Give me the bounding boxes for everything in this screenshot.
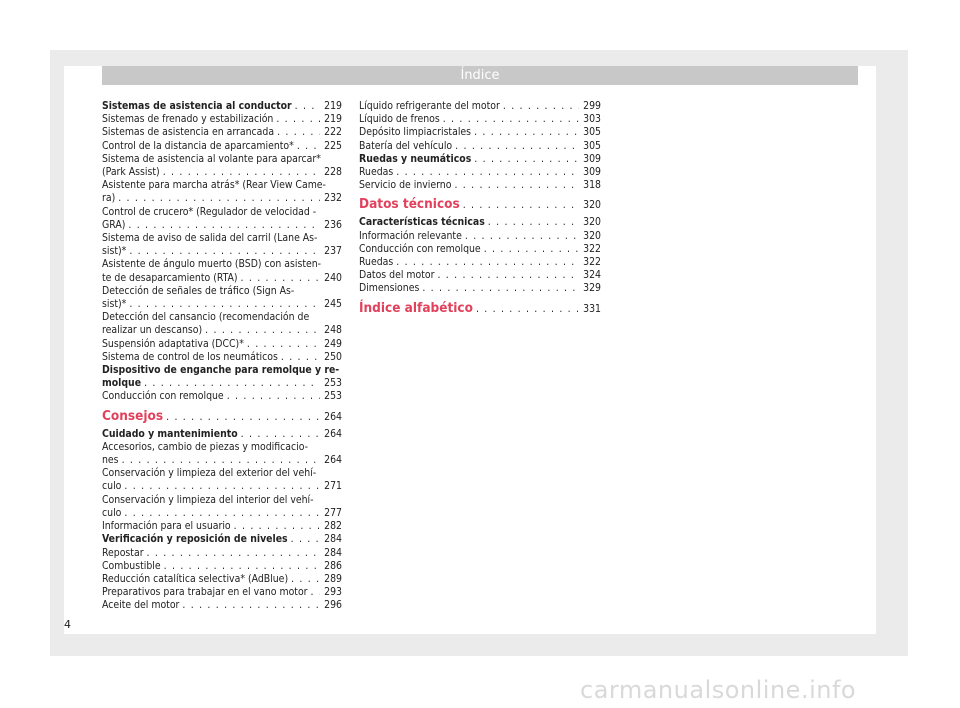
toc-page-number: 309 <box>583 152 601 165</box>
toc-entry[interactable] <box>102 232 342 258</box>
toc-entry-title: culo <box>102 480 122 493</box>
toc-entry[interactable] <box>102 140 342 153</box>
toc-page-number: 318 <box>583 179 601 192</box>
toc-entry-title: Dispositivo de enganche para remolque y re- <box>102 364 340 377</box>
toc-entry-title: Datos del motor <box>359 269 435 282</box>
toc-entry[interactable] <box>359 179 601 192</box>
dot-leader <box>125 219 320 232</box>
dot-leader <box>126 298 320 311</box>
toc-entry[interactable] <box>359 269 601 282</box>
toc-entry[interactable] <box>359 216 601 229</box>
toc-entry-title: Sistema de control de los neumáticos <box>102 350 278 363</box>
toc-page-number: 331 <box>583 302 601 315</box>
toc-entry-title: Conservación y limpieza del exterior del vehí- <box>102 467 317 480</box>
toc-entry-title: Accesorios, cambio de piezas y modificacio- <box>102 440 309 453</box>
toc-page-number: 219 <box>324 113 342 126</box>
toc-entry-title: Ruedas y neumáticos <box>359 152 472 165</box>
toc-page-number: 253 <box>324 377 342 390</box>
dot-leader <box>160 166 320 179</box>
toc-entry[interactable] <box>102 179 342 205</box>
toc-entry-title: Suspensión adaptativa (DCC)* <box>102 337 244 350</box>
toc-page-number: 277 <box>324 506 342 519</box>
toc-entry-title: Dimensiones <box>359 282 420 295</box>
toc-entry[interactable] <box>359 140 601 153</box>
toc-page-number: 289 <box>324 572 342 585</box>
toc-entry[interactable] <box>102 285 342 311</box>
dot-leader <box>244 338 320 351</box>
dot-leader <box>419 282 579 295</box>
toc-page-number: 293 <box>324 586 342 599</box>
toc-right-column <box>359 100 601 320</box>
toc-entry-title: Preparativos para trabajar en el vano motor <box>102 586 308 599</box>
toc-page-number: 320 <box>583 229 601 242</box>
toc-entry[interactable] <box>359 113 601 126</box>
toc-page-number: 264 <box>324 454 342 467</box>
toc-page-number: 286 <box>324 559 342 572</box>
dot-leader <box>288 573 320 586</box>
dot-leader <box>126 245 320 258</box>
dot-leader <box>141 377 320 390</box>
toc-entry-title: Repostar <box>102 546 144 559</box>
toc-entry[interactable] <box>359 230 601 243</box>
toc-entry-title: Datos técnicos <box>359 196 460 213</box>
toc-entry-title: Sistema de asistencia al volante para aparcar* <box>102 152 321 165</box>
toc-page-number: 264 <box>324 427 342 440</box>
toc-entry[interactable] <box>102 206 342 232</box>
toc-entry-title: Control de la distancia de aparcamiento* <box>102 139 294 152</box>
toc-entry-title: Características técnicas <box>359 216 485 229</box>
dot-leader <box>161 560 320 573</box>
toc-page-number: 320 <box>583 216 601 229</box>
dot-leader <box>238 428 320 441</box>
toc-entry[interactable] <box>359 100 601 113</box>
toc-page-number: 249 <box>324 337 342 350</box>
watermark: carmanualsonline.info <box>580 676 857 704</box>
dot-leader <box>471 126 579 139</box>
toc-page-number: 219 <box>324 100 342 112</box>
toc-chapter[interactable] <box>359 196 601 214</box>
dot-leader <box>308 586 320 599</box>
toc-page-number: 240 <box>324 271 342 284</box>
toc-entry-title: GRA) <box>102 218 126 231</box>
page-title: Índice <box>460 68 500 83</box>
toc-page-number: 225 <box>324 139 342 152</box>
toc-entry[interactable] <box>102 390 342 403</box>
toc-entry[interactable] <box>359 282 601 295</box>
dot-leader <box>471 153 579 166</box>
toc-page-number: 324 <box>583 269 601 282</box>
dot-leader <box>274 126 320 139</box>
toc-entry-title: Índice alfabético <box>359 299 473 316</box>
toc-page-number: 228 <box>324 166 342 179</box>
toc-page-number: 305 <box>583 126 601 139</box>
toc-entry-title: Reducción catalítica selectiva* (AdBlue) <box>102 572 289 585</box>
toc-entry-title: Detección de señales de tráfico (Sign As- <box>102 284 295 297</box>
dot-leader <box>460 197 579 214</box>
dot-leader <box>292 100 320 113</box>
dot-leader <box>294 140 320 153</box>
toc-page-number: 282 <box>324 520 342 533</box>
toc-page-number: 264 <box>324 410 342 423</box>
toc-page-number: 309 <box>583 166 601 179</box>
toc-page-number: 237 <box>324 245 342 258</box>
toc-page-number: 320 <box>583 199 601 212</box>
toc-entry-title: Sistemas de asistencia en arrancada <box>102 126 275 139</box>
dot-leader <box>179 599 320 612</box>
dot-leader <box>462 230 579 243</box>
toc-entry-title: Verificación y reposición de niveles <box>102 533 288 546</box>
toc-entry-title: Ruedas <box>359 166 394 179</box>
toc-entry-title: Sistemas de asistencia al conductor <box>102 100 292 112</box>
dot-leader <box>119 454 320 467</box>
dot-leader <box>231 520 320 533</box>
toc-entry-title: Servicio de invierno <box>359 179 452 192</box>
dot-leader <box>473 301 579 318</box>
toc-entry[interactable] <box>102 153 342 179</box>
dot-leader <box>273 113 320 126</box>
toc-page-number: 232 <box>324 192 342 205</box>
toc-entry[interactable] <box>102 126 342 139</box>
toc-entry-title: te de desaparcamiento (RTA) <box>102 271 238 284</box>
toc-entry-title: Detección del cansancio (recomendación de <box>102 311 310 324</box>
toc-entry[interactable] <box>102 494 342 520</box>
toc-entry-title: Asistente para marcha atrás* (Rear View Came- <box>102 179 326 192</box>
toc-entry[interactable] <box>102 311 342 337</box>
dot-leader <box>144 547 320 560</box>
toc-page-number: 284 <box>324 533 342 546</box>
dot-leader <box>115 192 320 205</box>
toc-entry-title: Sistema de aviso de salida del carril (Lane As- <box>102 232 318 245</box>
dot-leader <box>500 100 579 113</box>
toc-page-number: 253 <box>324 390 342 403</box>
toc-entry[interactable] <box>102 428 342 441</box>
dot-leader <box>224 390 320 403</box>
toc-entry[interactable] <box>359 126 601 139</box>
toc-left-column <box>102 100 342 613</box>
toc-entry-title: nes <box>102 454 119 467</box>
toc-entry[interactable] <box>102 560 342 573</box>
toc-entry-title: Ruedas <box>359 256 394 269</box>
toc-entry-title: Depósito limpiacristales <box>359 126 472 139</box>
dot-leader <box>288 533 320 546</box>
toc-entry[interactable] <box>102 100 342 113</box>
toc-entry[interactable] <box>359 256 601 269</box>
toc-entry-title: Líquido de frenos <box>359 113 440 126</box>
toc-entry[interactable] <box>359 166 601 179</box>
toc-page-number: 296 <box>324 599 342 612</box>
dot-leader <box>481 243 579 256</box>
toc-page-number: 322 <box>583 256 601 269</box>
toc-chapter[interactable] <box>359 300 601 318</box>
toc-entry-title: ra) <box>102 192 116 205</box>
dot-leader <box>163 409 320 426</box>
toc-entry-title: realizar un descanso) <box>102 324 203 337</box>
dot-leader <box>393 256 579 269</box>
toc-entry[interactable] <box>102 586 342 599</box>
toc-page-number: 245 <box>324 298 342 311</box>
toc-page-number: 222 <box>324 126 342 139</box>
toc-entry[interactable] <box>102 467 342 493</box>
toc-page-number: 284 <box>324 546 342 559</box>
toc-entry-title: Líquido refrigerante del motor <box>359 100 500 112</box>
toc-entry[interactable] <box>102 533 342 546</box>
toc-entry-title: Información para el usuario <box>102 520 231 533</box>
toc-entry[interactable] <box>102 599 342 612</box>
toc-entry[interactable] <box>102 364 342 390</box>
toc-entry-title: Combustible <box>102 559 161 572</box>
toc-entry[interactable] <box>359 243 601 256</box>
dot-leader <box>202 324 320 337</box>
toc-page-number: 329 <box>583 282 601 295</box>
toc-entry[interactable] <box>359 153 601 166</box>
toc-chapter[interactable] <box>102 408 342 426</box>
dot-leader <box>440 113 579 126</box>
toc-entry[interactable] <box>102 258 342 284</box>
page-number: 4 <box>64 618 71 631</box>
dot-leader <box>452 140 579 153</box>
toc-entry-title: Batería del vehículo <box>359 139 453 152</box>
toc-entry-title: Control de crucero* (Regulador de velocidad - <box>102 205 317 218</box>
toc-entry[interactable] <box>102 338 342 351</box>
dot-leader <box>121 507 320 520</box>
dot-leader <box>278 351 320 364</box>
toc-entry-title: culo <box>102 506 122 519</box>
toc-entry-title: (Park Assist) <box>102 166 160 179</box>
toc-entry-title: sist)* <box>102 298 127 311</box>
dot-leader <box>121 480 320 493</box>
toc-page-number: 236 <box>324 218 342 231</box>
dot-leader <box>434 269 579 282</box>
toc-entry-title: Información relevante <box>359 229 462 242</box>
toc-entry-title: Aceite del motor <box>102 599 180 612</box>
dot-leader <box>485 216 579 229</box>
dot-leader <box>451 179 579 192</box>
toc-entry-title: Conducción con remolque <box>102 390 224 403</box>
toc-entry-title: sist)* <box>102 245 127 258</box>
toc-page-number: 322 <box>583 242 601 255</box>
toc-entry[interactable] <box>102 441 342 467</box>
toc-entry[interactable] <box>102 573 342 586</box>
toc-entry[interactable] <box>102 547 342 560</box>
dot-leader <box>393 166 579 179</box>
dot-leader <box>238 272 320 285</box>
toc-page-number: 250 <box>324 350 342 363</box>
toc-entry-title: molque <box>102 377 142 390</box>
page-header <box>102 66 858 85</box>
toc-entry-title: Conservación y limpieza del interior del vehí- <box>102 493 314 506</box>
toc-entry[interactable] <box>102 351 342 364</box>
toc-entry-title: Consejos <box>102 407 164 424</box>
toc-entry-title: Asistente de ángulo muerto (BSD) con asisten- <box>102 258 322 271</box>
toc-entry-title: Sistemas de frenado y estabilización <box>102 113 274 126</box>
toc-entry[interactable] <box>102 113 342 126</box>
toc-page-number: 248 <box>324 324 342 337</box>
toc-entry[interactable] <box>102 520 342 533</box>
toc-entry-title: Conducción con remolque <box>359 242 481 255</box>
toc-page-number: 299 <box>583 100 601 112</box>
toc-page-number: 305 <box>583 139 601 152</box>
toc-entry-title: Cuidado y mantenimiento <box>102 427 238 440</box>
toc-page-number: 271 <box>324 480 342 493</box>
toc-page-number: 303 <box>583 113 601 126</box>
